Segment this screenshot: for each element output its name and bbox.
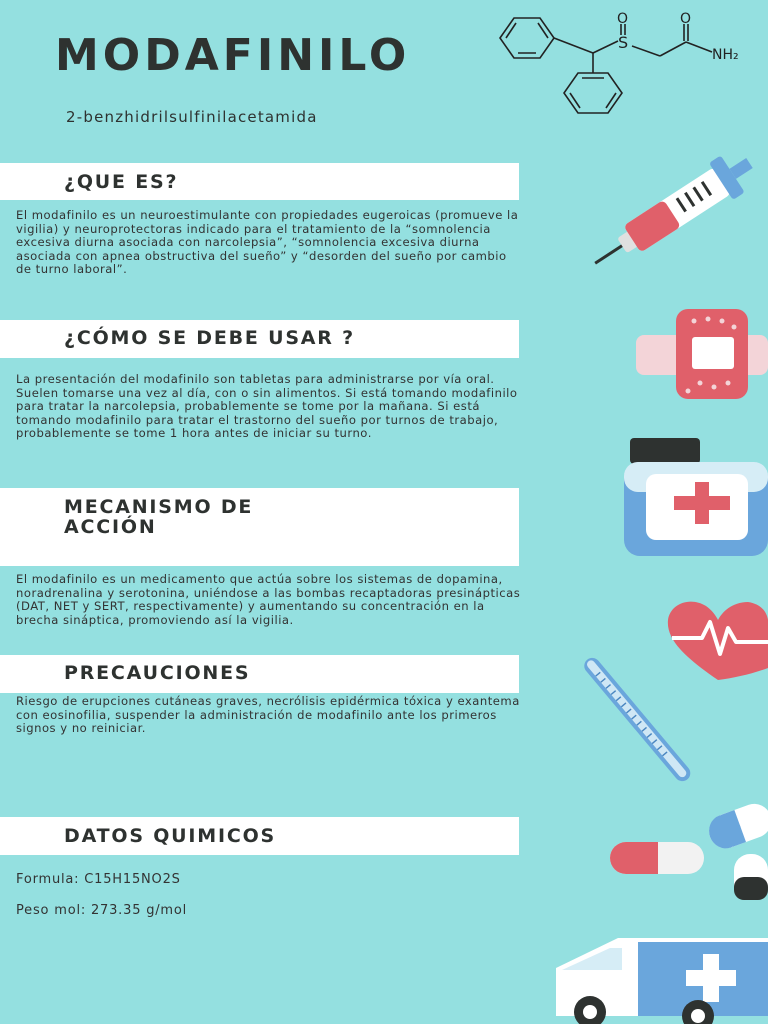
section-heading-datos: DATOS QUIMICOS (64, 825, 277, 847)
structure-oxygen-label-2: O (680, 11, 692, 27)
section-body-que-es: El modafinilo es un neuroestimulante con propiedades eugeroicas (promueve la vigilia) y neuroprotectoras indicado para el tratamiento de la “somnolencia excesiva diurna asociada con narcolepsia”, “somnolencia excesiva diurna asociada con apnea obstructiva del sueño” y “desorden del sueño por cambio de turno laboral”. (16, 208, 519, 277)
medicine-bottle-icon (618, 436, 768, 560)
thermometer-icon (578, 650, 694, 786)
section-body-precauciones: Riesgo de erupciones cutáneas graves, necrólisis epidérmica tóxica y exantema con eosinofilia, suspender la administración de modafinilo ante los primeros signos y no reiniciar. (16, 694, 520, 736)
section-banner-datos (0, 817, 519, 855)
section-banner-mecanismo (0, 488, 519, 566)
section-heading-mecanismo-line1: MECANISMO DE (64, 496, 254, 518)
section-body-como-usar: La presentación del modafinilo son tabletas para administrarse por vía oral. Suelen tomarse una vez al día, con o sin alimentos. Si está tomando modafinilo para tratar la narcolepsia, probablemente se tome por la mañana. Si está tomando modafinilo para tratar el trastorno del sueño por turnos de trabajo, probablemente se tome 1 hora antes de iniciar su turno. (16, 372, 518, 441)
section-heading-como-usar: ¿CÓMO SE DEBE USAR ? (64, 327, 355, 349)
section-heading-mecanismo-line2: ACCIÓN (64, 516, 157, 538)
section-banner-que-es (0, 163, 519, 200)
pills-icon (608, 790, 768, 910)
structure-amide-label: NH₂ (712, 47, 739, 63)
section-body-mecanismo: El modafinilo es un medicamento que actúa sobre los sistemas de dopamina, noradrenalina y serotonina, uniéndose a las bombas recaptadoras presinápticas (DAT, NET y SERT, respectivamente) y aumentando su concentración en la brecha sináptica, promoviendo así la vigilia. (16, 572, 521, 627)
structure-sulfur-label: S (618, 33, 629, 52)
page-subtitle: 2-benzhidrilsulfinilacetamida (66, 108, 318, 126)
molecular-weight: Peso mol: 273.35 g/mol (16, 903, 188, 918)
section-heading-que-es: ¿QUE ES? (64, 171, 179, 193)
chemical-formula: Formula: C15H15NO2S (16, 872, 181, 887)
chemical-structure-icon (490, 8, 762, 118)
section-heading-precauciones: PRECAUCIONES (64, 662, 251, 684)
syringe-icon (580, 150, 768, 275)
ambulance-icon (548, 928, 768, 1024)
section-banner-como-usar (0, 320, 519, 358)
bandage-icon (634, 305, 768, 405)
section-banner-precauciones (0, 655, 519, 693)
page-title: MODAFINILO (55, 30, 411, 81)
structure-oxygen-label: O (617, 11, 629, 27)
